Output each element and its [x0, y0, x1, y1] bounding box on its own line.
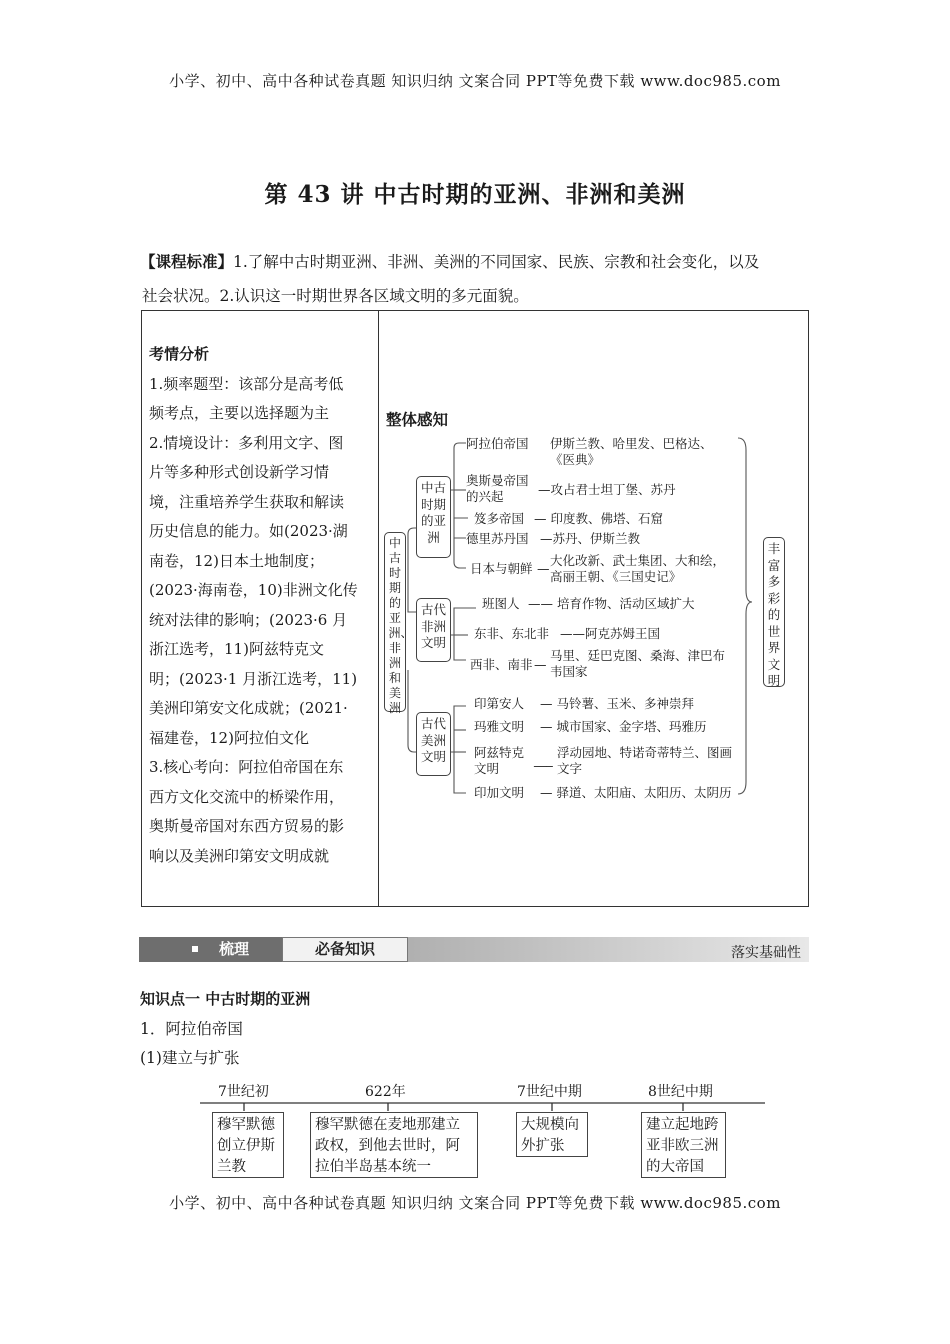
analysis-line: 1.频率题型：该部分是高考低 — [149, 374, 344, 393]
course-standard — [140, 245, 810, 313]
connector-line — [451, 443, 466, 490]
analysis-line: 片等多种形式创设新学习情 — [149, 463, 330, 481]
mm-item-name: 班图人 — [482, 596, 520, 611]
page-footer: 小学、初中、高中各种试卷真题 知识归纳 文案合同 PPT等免费下载 www.doc985.com — [169, 1194, 781, 1212]
group-box-asia — [416, 476, 451, 558]
page-title: 第 43 讲 中古时期的亚洲、非洲和美洲 — [264, 181, 686, 208]
analysis-column — [149, 340, 374, 871]
root-box — [384, 532, 413, 715]
mm-item-name: 西非、南非 — [470, 657, 533, 672]
mm-item-detail: ——阿克苏姆王国 — [560, 626, 661, 641]
mm-item-name: 东非、东北非 — [474, 626, 550, 641]
mm-item-detail-text: 印度教、佛塔、石窟 — [550, 511, 663, 526]
mm-item-detail: — 马铃薯、玉米、多神崇拜 — [540, 696, 694, 711]
mm-item-name: 印第安人 — [474, 696, 525, 711]
band-tag-label: 梳理 — [219, 940, 250, 958]
table-divider — [378, 311, 379, 906]
mm-item-name: 印加文明 — [474, 785, 525, 800]
standard-text-2: 社会状况。2.认识这一时期世界各区域文明的多元面貌。 — [142, 287, 529, 305]
square-icon — [192, 946, 198, 952]
analysis-line: 南卷，12)日本土地制度； — [149, 551, 324, 570]
timeline-time: 8世纪中期 — [648, 1084, 713, 1100]
mm-item-detail-text: 驿道、太阳庙、太阳历、太阴历 — [556, 785, 732, 800]
timeline-event: 建立起地跨亚非欧三洲的大帝国 — [641, 1112, 726, 1178]
analysis-line: 美洲印第安文化成就；(2021· — [149, 699, 348, 717]
analysis-line: (2023·海南卷，10)非洲文化传 — [149, 581, 358, 599]
band-right-label: 落实基础性 — [731, 945, 801, 961]
analysis-line: 历史信息的能力。如(2023·湖 — [149, 522, 348, 540]
mm-item-detail: 浮动园地、特诺奇蒂特兰、图画文字 — [557, 745, 733, 776]
timeline-event: 穆罕默德在麦地那建立政权，到他去世时，阿拉伯半岛基本统一 — [310, 1112, 478, 1178]
mm-item-name: 日本与朝鲜 — [470, 561, 533, 576]
timeline-event: 大规模向外扩张 — [516, 1112, 588, 1157]
mm-item-detail: — 印度教、佛塔、石窟 — [534, 511, 663, 526]
group-box-america — [416, 712, 451, 776]
page-header: 小学、初中、高中各种试卷真题 知识归纳 文案合同 PPT等免费下载 www.doc985.com — [169, 72, 781, 90]
mm-item-detail-text: 培育作物、活动区域扩大 — [556, 596, 695, 611]
connector-line — [451, 608, 476, 635]
subheading-2: (1)建立与扩张 — [140, 1049, 240, 1067]
conclusion-box — [763, 537, 785, 687]
timeline-time: 7世纪初 — [218, 1084, 269, 1100]
mm-item-detail-text: 城市国家、金字塔、玛雅历 — [556, 719, 707, 734]
analysis-line: 2.情境设计：多利用文字、图 — [149, 433, 344, 452]
right-brace — [738, 438, 752, 794]
connector-line — [451, 706, 466, 752]
connector-line — [454, 635, 466, 660]
knowledge-point-heading: 知识点一 中古时期的亚洲 — [140, 990, 311, 1008]
overview-heading: 整体感知 — [386, 411, 449, 429]
section-band — [139, 937, 809, 962]
band-tag — [139, 937, 282, 962]
group-label-asia: 中古时期的亚洲 — [420, 480, 446, 545]
analysis-heading: 考情分析 — [149, 345, 210, 363]
subheading-1: 1．阿拉伯帝国 — [140, 1020, 243, 1038]
mm-item-detail: — 驿道、太阳庙、太阳历、太阴历 — [540, 785, 732, 800]
timeline-time: 622年 — [365, 1084, 406, 1100]
connector-line — [408, 670, 416, 752]
analysis-line: 浙江选考，11)阿兹特克文 — [149, 640, 324, 658]
mm-item-detail: 大化改新、武士集团、大和绘，高丽王朝、《三国史记》 — [550, 553, 726, 584]
mm-item-detail: —— 培育作物、活动区域扩大 — [528, 596, 695, 611]
standard-text-1: 1.了解中古时期亚洲、非洲、美洲的不同国家、民族、宗教和社会变化，以及 — [233, 253, 760, 271]
analysis-line: 福建卷，12)阿拉伯文化 — [149, 728, 309, 747]
mm-item-dash: — — [537, 561, 550, 576]
root-label: 中古时期的亚洲、非洲和美洲 — [388, 536, 413, 715]
connector-line — [454, 518, 466, 538]
mm-item-name: 玛雅文明 — [474, 719, 525, 734]
standard-label: 【课程标准】 — [140, 252, 234, 271]
mm-item-detail-text: 阿克苏姆王国 — [585, 626, 661, 641]
analysis-line: 西方文化交流中的桥梁作用， — [149, 787, 345, 806]
analysis-line: 奥斯曼帝国对东西方贸易的影 — [149, 817, 345, 835]
mm-item-detail-text: 苏丹、伊斯兰教 — [552, 531, 641, 546]
analysis-line: 3.核心考向：阿拉伯帝国在东 — [149, 758, 344, 776]
mm-item-detail-text: 攻占君士坦丁堡、苏丹 — [550, 482, 676, 497]
band-tab: 必备知识 — [282, 937, 408, 962]
mm-item-dash: — — [534, 657, 547, 672]
connector-line — [454, 538, 466, 568]
mm-item-name: 阿拉伯帝国 — [466, 436, 529, 451]
group-label-africa: 古代非洲文明 — [420, 602, 446, 650]
analysis-line: 频考点，主要以选择题为主 — [149, 404, 330, 422]
timeline-time: 7世纪中期 — [517, 1084, 582, 1100]
analysis-line: 响以及美洲印第安文明成就 — [149, 846, 330, 865]
mm-item-name: 阿兹特克文明 — [474, 745, 525, 776]
timeline-event: 穆罕默德创立伊斯兰教 — [212, 1112, 284, 1178]
analysis-line: 境，注重培养学生获取和解读 — [149, 492, 345, 511]
mm-item-detail-text: 马铃薯、玉米、多神崇拜 — [556, 696, 694, 711]
analysis-line: 统对法律的影响；(2023·6 月 — [149, 610, 348, 629]
group-box-africa — [416, 598, 451, 662]
connector-line — [408, 580, 416, 612]
mm-item-detail: —苏丹、伊斯兰教 — [540, 531, 641, 546]
conclusion-label: 丰富多彩的世界文明 — [767, 541, 781, 688]
mm-item-name: 奥斯曼帝国的兴起 — [466, 473, 529, 504]
mm-item-name: 笈多帝国 — [474, 511, 525, 526]
mm-item-detail: — 城市国家、金字塔、玛雅历 — [540, 719, 707, 734]
mm-item-name: 德里苏丹国 — [466, 531, 529, 546]
connector-line — [408, 528, 416, 580]
analysis-line: 明；(2023·1 月浙江选考，11) — [149, 669, 358, 688]
connector-line — [454, 752, 466, 793]
mm-item-detail: 马里、廷巴克图、桑海、津巴布韦国家 — [550, 648, 726, 679]
group-label-america: 古代美洲文明 — [420, 716, 446, 764]
mm-item-detail: —攻占君士坦丁堡、苏丹 — [538, 482, 676, 497]
mm-item-detail: 伊斯兰教、哈里发、巴格达、《医典》 — [550, 436, 713, 467]
mm-item-dash: ___ — [534, 752, 553, 767]
